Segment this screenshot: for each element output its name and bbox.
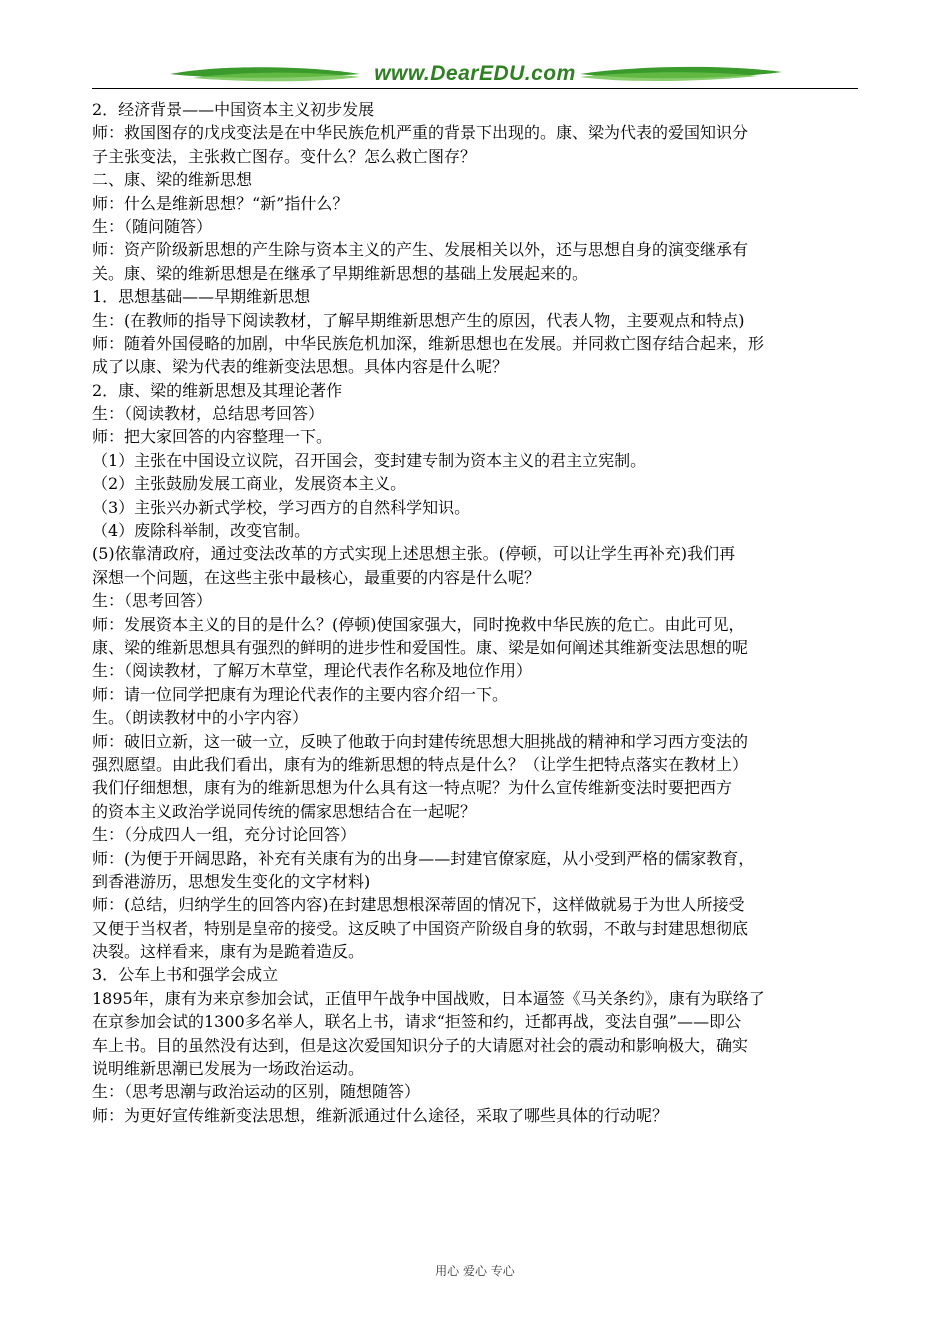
text-line: 师：发展资本主义的目的是什么？(停顿)使国家强大，同时挽救中华民族的危亡。由此可见， [92,614,745,634]
text-line: 生：（思考回答） [92,591,213,611]
text-line: 师：(总结，归纳学生的回答内容)在封建思想根深蒂固的情况下，这样做就易于为世人所接受 [92,895,745,915]
text-line: 师：资产阶级新思想的产生除与资本主义的产生、发展相关以外，还与思想自身的演变继承有 [92,240,749,260]
list-item: （2）主张鼓励发展工商业，发展资本主义。 [92,474,407,494]
text-line: 车上书。目的虽然没有达到，但是这次爱国知识分子的大请愿对社会的震动和影响极大，确实 [92,1035,749,1055]
list-item: （3）主张兴办新式学校，学习西方的自然科学知识。 [92,497,471,517]
text-line: 师：(为便于开阔思路，补充有关康有为的出身——封建官僚家庭，从小受到严格的儒家教育， [92,848,755,868]
text-line: 成了以康、梁为代表的维新变法思想。具体内容是什么呢？ [92,357,509,377]
subsection-heading: 2．康、梁的维新思想及其理论著作 [92,380,343,400]
text-line: 师：随着外国侵略的加剧，中华民族危机加深，维新思想也在发展。并同救亡图存结合起来，形 [92,333,765,353]
section-heading: 二、康、梁的维新思想 [92,170,253,190]
text-line: 生：（阅读教材，总结思考回答） [92,404,325,424]
text-line: 师：破旧立新，这一破一立，反映了他敢于向封建传统思想大胆挑战的精神和学习西方变法的 [92,731,749,751]
text-line: 生：(在教师的指导下阅读教材，了解早期维新思想产生的原因，代表人物，主要观点和特点) [92,310,745,330]
text-line: 关。康、梁的维新思想是在继承了早期维新思想的基础上发展起来的。 [92,263,589,283]
subsection-heading: 3．公车上书和强学会成立 [92,965,279,985]
text-line: 1895年，康有为来京参加会试，正值甲午战争中国战败，日本逼签《马关条约》，康有为联络了 [92,988,765,1008]
text-line: 2．经济背景——中国资本主义初步发展 [92,100,375,119]
subsection-heading: 1．思想基础——早期维新思想 [92,287,311,307]
list-item: （1）主张在中国设立议院，召开国会，变封建专制为资本主义的君主立宪制。 [92,450,647,470]
text-line: 师：把大家回答的内容整理一下。 [92,427,333,447]
text-line: 强烈愿望。由此我们看出，康有为的维新思想的特点是什么？（让学生把特点落实在教材上） [92,754,749,774]
site-logo: www.DearEDU.com [374,62,576,85]
text-line: 到香港游历，思想发生变化的文字材料) [92,871,371,891]
text-line: 子主张变法，主张救亡图存。变什么？怎么救亡图存？ [92,146,477,166]
header-divider [92,88,858,89]
text-line: 康、梁的维新思想具有强烈的鲜明的进步性和爱国性。康、梁是如何阐述其维新变法思想的呢 [92,637,749,657]
text-line: 又便于当权者，特别是皇帝的接受。这反映了中国资产阶级自身的软弱，不敢与封建思想彻底 [92,918,749,938]
text-line: 师：救国图存的戊戌变法是在中华民族危机严重的背景下出现的。康、梁为代表的爱国知识分 [92,123,749,143]
text-line: 生。（朗读教材中的小字内容） [92,708,309,728]
page-footer: 用心 爱心 专心 [435,1264,515,1278]
page-header [92,58,858,92]
text-line: 师：请一位同学把康有为理论代表作的主要内容介绍一下。 [92,684,509,704]
text-line: 决裂。这样看来，康有为是跪着造反。 [92,942,365,962]
text-line: 深想一个问题，在这些主张中最核心，最重要的内容是什么呢？ [92,567,541,587]
document-body [92,98,872,1127]
text-line: 说明维新思潮已发展为一场政治运动。 [92,1059,365,1079]
text-line: 生：（阅读教材，了解万木草堂，理论代表作名称及地位作用） [92,661,533,681]
text-line: 生：（随问随答） [92,216,213,236]
text-line: 的资本主义政治学说同传统的儒家思想结合在一起呢？ [92,801,477,821]
text-line: 我们仔细想想，康有为的维新思想为什么具有这一特点呢？为什么宣传维新变法时要把西方 [92,778,733,798]
text-line: 师：为更好宣传维新变法思想，维新派通过什么途径，采取了哪些具体的行动呢？ [92,1105,669,1125]
list-item: (5)依靠清政府，通过变法改革的方式实现上述思想主张。(停顿，可以让学生再补充)我们再 [92,544,736,564]
text-line: 在京参加会试的1300多名举人，联名上书，请求“拒签和约，迁都再战，变法自强”——即公 [92,1012,742,1032]
list-item: （4）废除科举制，改变官制。 [92,521,311,541]
text-line: 生：（分成四人一组，充分讨论回答） [92,825,357,845]
text-line: 师：什么是维新思想？“新”指什么？ [92,193,349,213]
text-line: 生：（思考思潮与政治运动的区别，随想随答） [92,1082,421,1102]
